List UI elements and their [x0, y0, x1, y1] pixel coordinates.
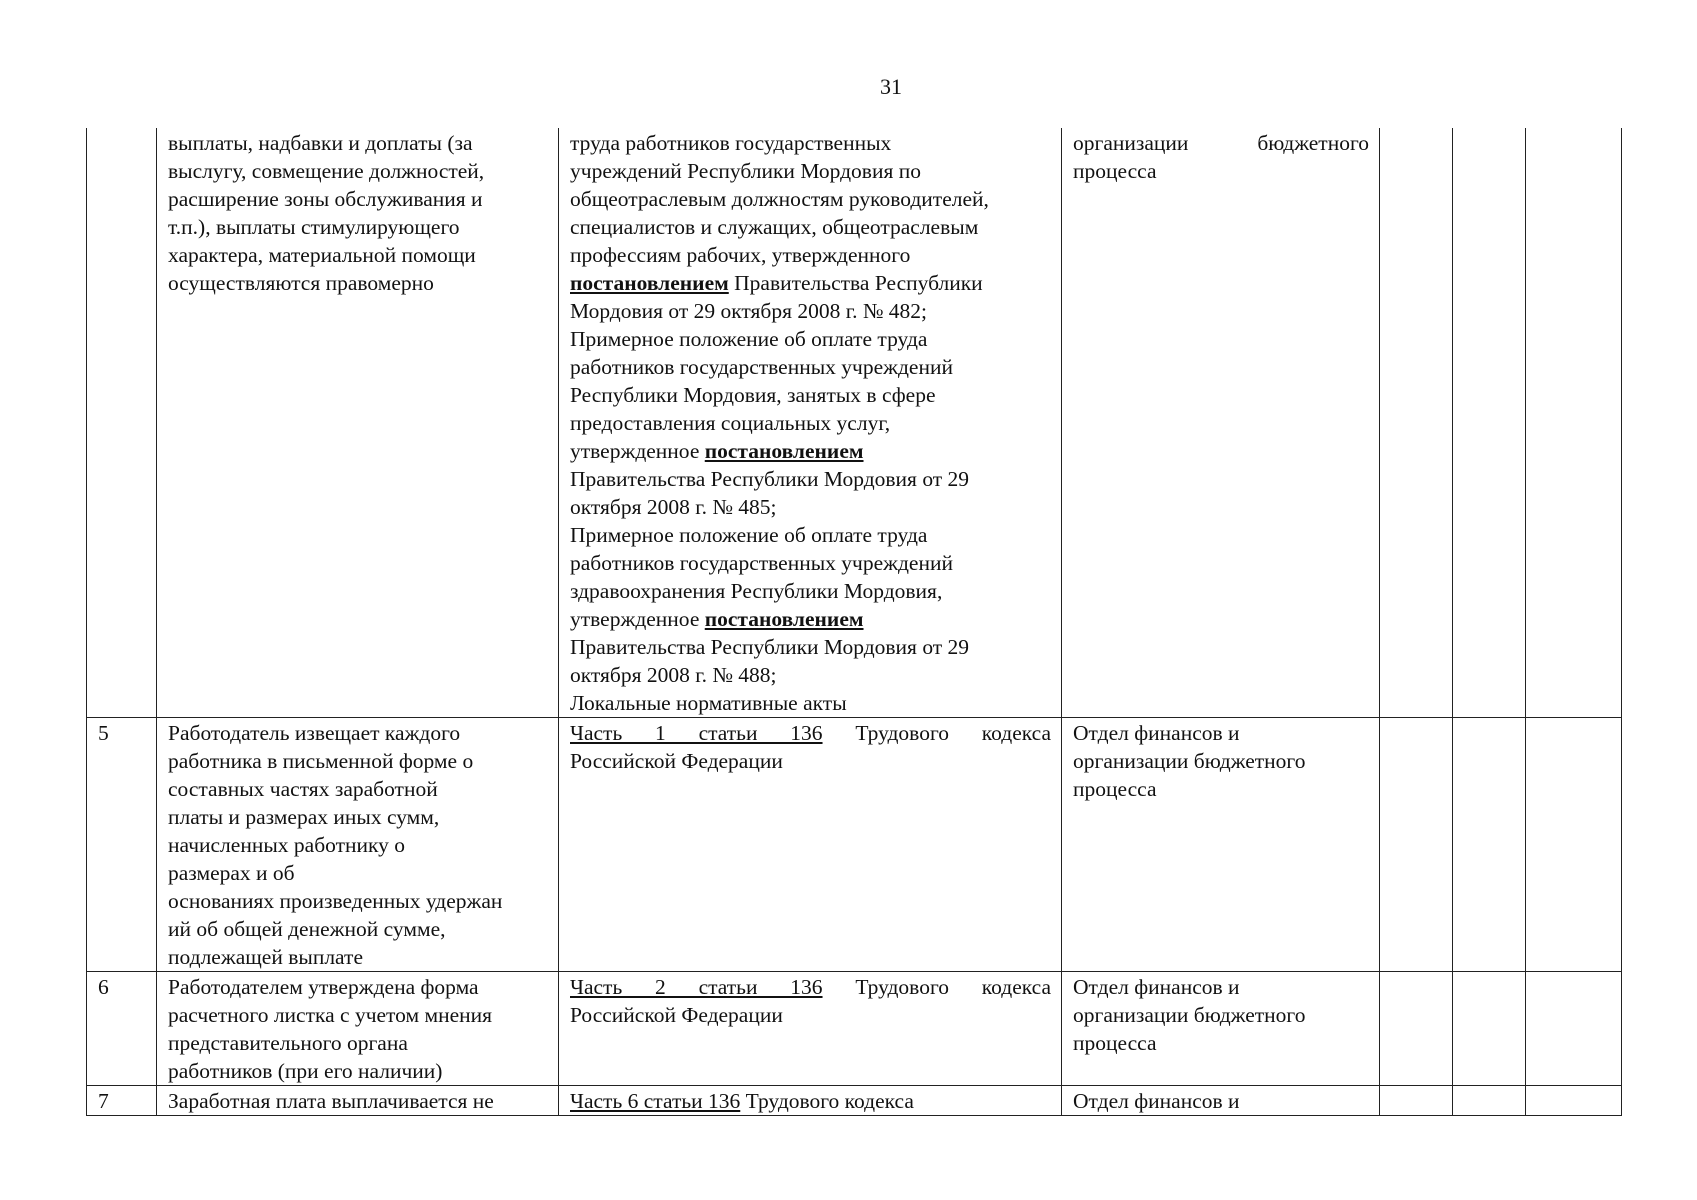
requirement-line: Работодателем утверждена форма	[168, 975, 479, 999]
basis-text: Правительства Республики	[728, 271, 983, 295]
basis-line: специалистов и служащих, общеотраслевым	[570, 215, 979, 239]
basis-line: профессиям рабочих, утвержденного	[570, 243, 911, 267]
basis-line: Российской Федерации	[570, 1003, 783, 1027]
page-number: 31	[880, 74, 902, 99]
responsible-cell	[1062, 128, 1380, 718]
empty-cell	[1526, 972, 1622, 1086]
basis-line	[570, 1087, 1051, 1115]
requirement-line: выслугу, совмещение должностей,	[168, 159, 485, 183]
basis-line	[570, 269, 1051, 297]
legal-basis-cell	[559, 718, 1062, 972]
basis-line: работников государственных учреждений	[570, 355, 953, 379]
requirements-table	[86, 128, 1622, 1116]
requirement-cell	[157, 128, 559, 718]
responsible-line: Отдел финансов и	[1073, 1089, 1240, 1113]
basis-text: утвержденное	[570, 439, 705, 463]
basis-text: Трудового кодекса	[822, 721, 1051, 745]
basis-line: Российской Федерации	[570, 749, 783, 773]
basis-line: труда работников государственных	[570, 131, 892, 155]
basis-line: Правительства Республики Мордовия от 29	[570, 467, 970, 491]
requirement-line: представительного органа	[168, 1031, 408, 1055]
basis-line: Локальные нормативные акты	[570, 691, 847, 715]
basis-line	[570, 973, 1051, 1001]
empty-cell	[1453, 1086, 1526, 1116]
basis-line: общеотраслевым должностям руководителей,	[570, 187, 989, 211]
requirement-line: работника в письменной форме о	[168, 749, 474, 773]
responsible-line: Отдел финансов и	[1073, 975, 1240, 999]
responsible-line: организации бюджетного	[1073, 749, 1306, 773]
basis-line	[570, 437, 1051, 465]
decree-link[interactable]: постановлением	[570, 271, 729, 295]
basis-line	[570, 719, 1051, 747]
requirement-line: т.п.), выплаты стимулирующего	[168, 215, 460, 239]
empty-cell	[1380, 718, 1453, 972]
responsible-line: организации бюджетного	[1073, 1003, 1306, 1027]
row-number-cell: 6	[87, 972, 157, 1086]
responsible-line: процесса	[1073, 777, 1157, 801]
empty-cell	[1453, 128, 1526, 718]
responsible-line: процесса	[1073, 1031, 1157, 1055]
requirement-line: размерах и об	[168, 861, 295, 885]
basis-line: Примерное положение об оплате труда	[570, 523, 928, 547]
empty-cell	[1453, 718, 1526, 972]
basis-line: октября 2008 г. № 488;	[570, 663, 777, 687]
requirement-line: характера, материальной помощи	[168, 243, 476, 267]
table-row	[87, 718, 1622, 972]
legal-basis-cell	[559, 1086, 1062, 1116]
table-row	[87, 1086, 1622, 1116]
empty-cell	[1526, 128, 1622, 718]
basis-line: здравоохранения Республики Мордовия,	[570, 579, 943, 603]
basis-line: Мордовия от 29 октября 2008 г. № 482;	[570, 299, 928, 323]
labor-code-link[interactable]: Часть 6 статьи 136	[570, 1089, 741, 1113]
requirement-cell	[157, 1086, 559, 1116]
requirement-line: Заработная плата выплачивается не	[168, 1089, 494, 1113]
row-number-cell: 5	[87, 718, 157, 972]
legal-basis-cell	[559, 128, 1062, 718]
responsible-cell	[1062, 972, 1380, 1086]
decree-link[interactable]: постановлением	[704, 607, 864, 631]
requirement-line: начисленных работнику о	[168, 833, 406, 857]
basis-text: Трудового кодекса	[822, 975, 1051, 999]
responsible-line: Отдел финансов и	[1073, 721, 1240, 745]
requirement-line: работников (при его наличии)	[168, 1059, 443, 1083]
requirement-line: расширение зоны обслуживания и	[168, 187, 483, 211]
requirement-line: подлежащей выплате	[168, 945, 363, 969]
empty-cell	[1380, 972, 1453, 1086]
basis-line: Примерное положение об оплате труда	[570, 327, 928, 351]
labor-code-link[interactable]: Часть 1 статьи 136	[570, 721, 823, 745]
basis-line: октября 2008 г. № 485;	[570, 495, 777, 519]
empty-cell	[1526, 718, 1622, 972]
responsible-cell	[1062, 1086, 1380, 1116]
responsible-line: процесса	[1073, 159, 1157, 183]
basis-line: работников государственных учреждений	[570, 551, 953, 575]
empty-cell	[1380, 128, 1453, 718]
requirement-line: выплаты, надбавки и доплаты (за	[168, 131, 473, 155]
row-number-cell: 7	[87, 1086, 157, 1116]
empty-cell	[1453, 972, 1526, 1086]
empty-cell	[1380, 1086, 1453, 1116]
responsible-line: организации бюджетного	[1073, 131, 1369, 155]
requirement-line: основаниях произведенных удержан	[168, 889, 503, 913]
requirement-cell	[157, 718, 559, 972]
requirement-line: расчетного листка с учетом мнения	[168, 1003, 493, 1027]
requirement-line: Работодатель извещает каждого	[168, 721, 461, 745]
labor-code-link[interactable]: Часть 2 статьи 136	[570, 975, 823, 999]
basis-line: предоставления социальных услуг,	[570, 411, 891, 435]
requirement-line: осуществляются правомерно	[168, 271, 434, 295]
basis-line	[570, 605, 1051, 633]
requirement-cell	[157, 972, 559, 1086]
basis-line: учреждений Республики Мордовия по	[570, 159, 921, 183]
table-row	[87, 972, 1622, 1086]
legal-basis-cell	[559, 972, 1062, 1086]
empty-cell	[1526, 1086, 1622, 1116]
basis-line: Республики Мордовия, занятых в сфере	[570, 383, 936, 407]
responsible-cell	[1062, 718, 1380, 972]
row-number-cell	[87, 128, 157, 718]
basis-line: Правительства Республики Мордовия от 29	[570, 635, 970, 659]
requirement-line: ий об общей денежной сумме,	[168, 917, 446, 941]
basis-text: утвержденное	[570, 607, 705, 631]
decree-link[interactable]: постановлением	[704, 439, 864, 463]
basis-text: Трудового кодекса	[740, 1089, 914, 1113]
requirement-line: составных частях заработной	[168, 777, 438, 801]
requirement-line: платы и размерах иных сумм,	[168, 805, 440, 829]
table-row	[87, 128, 1622, 718]
